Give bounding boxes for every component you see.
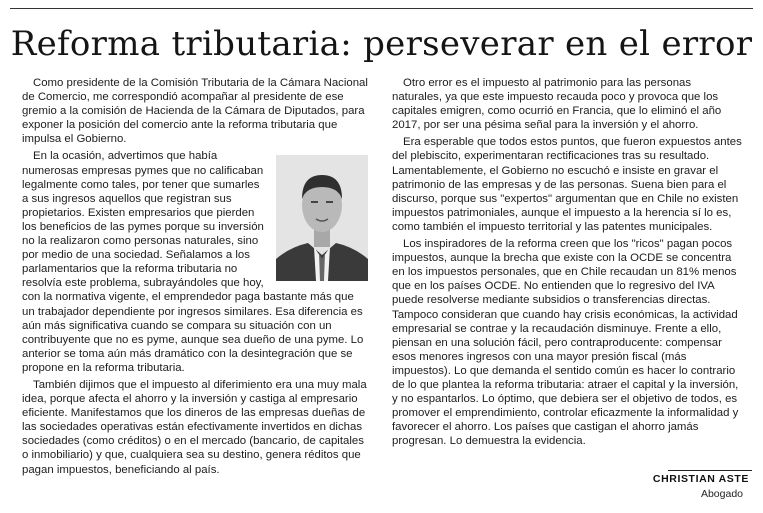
author-name: CHRISTIAN ASTE xyxy=(652,473,749,485)
right-column xyxy=(392,76,744,451)
paragraph-plebiscito: Era esperable que todos estos puntos, que fueron expuestos antes del plebiscito, experimentaran rectificaciones tras su resultado. Lamentablemente, el Gobierno no escuchó e insiste en gravar el patrimonio de las empresas y de las personas. Suena bien para el discurso, porque sus "expertos" argumentan que en Chile no existen impuestos patrimoniales, aunque el impuesto a la herencia sí lo es, como también el impuesto territorial y las patentes municipales. xyxy=(392,136,742,233)
author-role: Abogado xyxy=(700,488,743,500)
left-column xyxy=(22,76,368,480)
paragraph-pymes: En la ocasión, advertimos que había numerosas empresas pymes que no calificaban legalmente como tales, por tener que sumarles a sus ingresos aquellos que registran sus propietarios. Existen empresarios que pierden los beneficios de las pymes porque su inversión no la realizaron como personas naturales, sino por medio de una sociedad. Señalamos a los parlamentarios que la reforma tributaria no resolvía este problema, subrayándoles que hoy, con la normativa vigente, el emprendedor paga bastante más que un trabajador dependiente por ingresos similares. Esa diferencia es aún más significativa cuando se compara su situación con un contribuyente que no es pyme, aunque sea dueño de una pyme. Lo anterior se toma aún más dramático con la desintegración que se propone en la reforma tributaria. xyxy=(22,150,364,374)
author-portrait-icon xyxy=(276,155,368,281)
signature-rule xyxy=(668,470,752,471)
paragraph-ocde: Los inspiradores de la reforma creen que los "ricos" pagan pocos impuestos, aunque la brecha que existe con la OCDE se concentra en los impuestos personales, que en Chile recaudan un 81% menos que en los países OCDE. No entienden que lo regresivo del IVA puede resolverse mediante subsidios o transferencias directas. Tampoco consideran que cuando hay crisis económicas, la actividad empresarial se contrae y la recaudación disminuye. Frente a ello, piensan en una solución fácil, pero contraproducente: compensar esos menores ingresos con una mayor presión fiscal (más impuestos). Lo que demanda el sentido común es hacer lo contrario de lo que plantea la reforma tributaria: atraer el capital y la inversión, y no espantarlos. Lo óptimo, que debiera ser el objetivo de todos, es promover el emprendimiento, controlar eficazmente la informalidad y favorecer el ahorro. Los países que castigan el ahorro jamás progresan. Lo demuestra la evidencia. xyxy=(392,238,739,448)
top-rule xyxy=(10,8,753,9)
paragraph-intro: Como presidente de la Comisión Tributaria de la Cámara Nacional de Comercio, me correspondió acompañar al presidente de ese gremio a la comisión de Hacienda de la Cámara de Diputados, para exponer la posición del comercio ante la reforma tributaria que impulsa el Gobierno. xyxy=(22,77,368,146)
author-photo xyxy=(276,155,368,281)
paragraph-diferimiento: También dijimos que el impuesto al diferimiento era una muy mala idea, porque afecta el ahorro y la inversión y castiga al empresario eficiente. Manifestamos que los dineros de las empresas dueñas de las sociedades operativas están efectivamente invertidos en dichas sociedades (como créditos) o en el mercado (bancario, de capitales o inmobiliario) y que, cualquiera sea su destino, genera réditos que pagan impuestos, beneficiando al país. xyxy=(22,378,367,476)
article-title: Reforma tributaria: perseverar en el error xyxy=(10,24,753,64)
paragraph-patrimonio: Otro error es el impuesto al patrimonio para las personas naturales, ya que este impuesto recauda poco y provoca que los capitales emigren, como ocurrió en Francia, que lo eliminó el año 2017, por ser una pésima señal para la inversión y el ahorro. xyxy=(392,77,722,132)
